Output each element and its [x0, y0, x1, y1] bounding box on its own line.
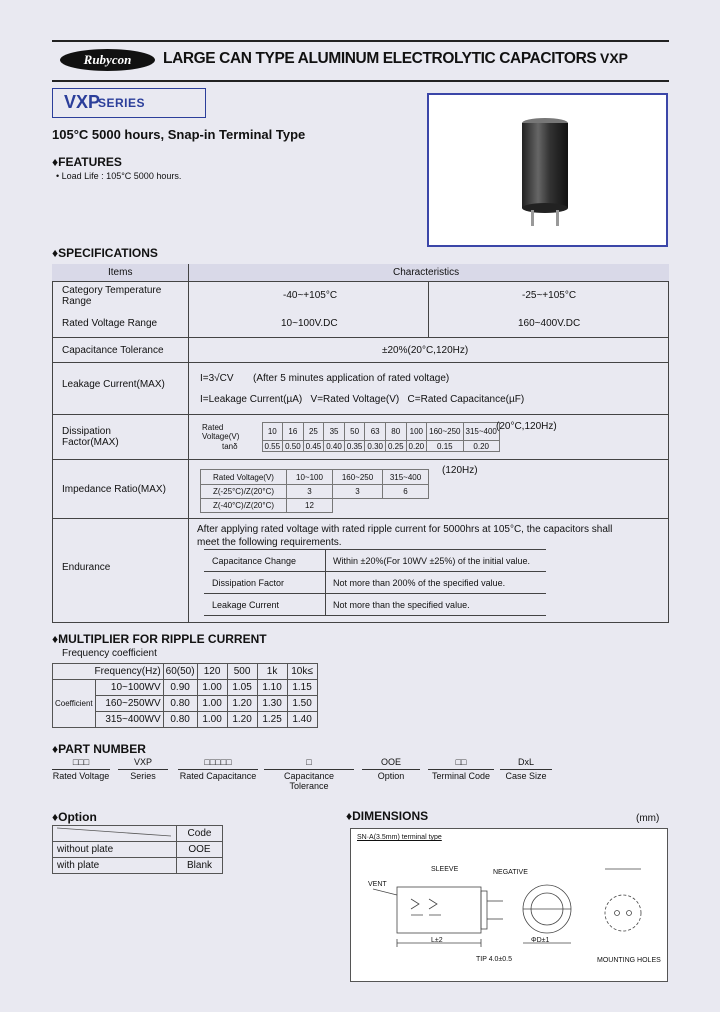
- diameter-label: ΦD±1: [531, 937, 550, 944]
- coef-value: 1.00: [197, 680, 227, 696]
- pn-code: □□□: [72, 757, 90, 767]
- dissipation-voltage: 35: [324, 423, 345, 441]
- coef-value: 1.10: [257, 680, 287, 696]
- option-code: OOE: [177, 842, 223, 858]
- freq-value: 120: [197, 664, 227, 680]
- dissipation-voltage: 160~250: [427, 423, 463, 441]
- dissipation-row2-head: tanδ: [222, 441, 238, 451]
- product-photo: [427, 93, 668, 247]
- dissipation-voltage: 315~400: [463, 423, 499, 441]
- sleeve-label: SLEEVE: [431, 866, 459, 873]
- dissipation-voltage: 25: [303, 423, 324, 441]
- divider: [204, 571, 546, 572]
- multiplier-table: [52, 663, 318, 728]
- pn-underline: [118, 769, 168, 770]
- endurance-row-name: Leakage Current: [212, 600, 280, 610]
- divider: [204, 593, 546, 594]
- length-label: L±2: [431, 937, 443, 944]
- subtitle: 105°C 5000 hours, Snap-in Terminal Type: [52, 127, 306, 142]
- pn-underline: [362, 769, 420, 770]
- dissipation-value: 0.20: [406, 441, 427, 452]
- divider: [204, 549, 546, 550]
- pn-underline: [178, 769, 258, 770]
- pn-code: OOE: [380, 757, 401, 767]
- endurance-row-value: Not more than the specified value.: [333, 600, 470, 610]
- dissipation-value: 0.30: [365, 441, 386, 452]
- pn-code: □□: [455, 757, 467, 767]
- endurance-row-name: Capacitance Change: [212, 556, 297, 566]
- divider: [188, 264, 189, 623]
- negative-mark-label: NEGATIVE: [493, 869, 528, 876]
- feature-item: • Load Life : 105°C 5000 hours.: [56, 171, 182, 181]
- option-code: Blank: [177, 858, 223, 874]
- dissipation-voltage: 50: [344, 423, 365, 441]
- impedance-label: Impedance Ratio(MAX): [62, 484, 166, 495]
- tip-label: TIP 4.0±0.5: [476, 956, 513, 963]
- coef-value: 1.05: [227, 680, 257, 696]
- impedance-value: 3: [333, 485, 383, 499]
- freq-value: 10k≤: [287, 664, 317, 680]
- multiplier-sub: Frequency coefficient: [62, 648, 157, 659]
- dissipation-voltage: 63: [365, 423, 386, 441]
- impedance-note: (120Hz): [442, 465, 478, 476]
- divider: [52, 459, 669, 460]
- impedance-table: [200, 469, 429, 513]
- spec-header-row: [52, 264, 669, 282]
- col-characteristics: Characteristics: [393, 267, 460, 278]
- dissipation-voltage: 16: [283, 423, 304, 441]
- multiplier-heading: ♦MULTIPLIER FOR RIPPLE CURRENT: [52, 632, 267, 646]
- dissipation-value: 0.20: [463, 441, 499, 452]
- wv-label: 315~400WV: [95, 712, 163, 728]
- leakage-note: (After 5 minutes application of rated voltage): [253, 373, 450, 384]
- leakage-formula: I=3√CV: [200, 373, 234, 384]
- impedance-head: Rated Voltage(V): [201, 470, 287, 485]
- divider: [52, 362, 669, 363]
- terminal-type-label: SN·A(3.5mm) terminal type: [357, 834, 442, 841]
- dissipation-table: [200, 422, 500, 452]
- col-items: Items: [108, 267, 133, 278]
- impedance-value: [333, 499, 383, 513]
- divider: [52, 414, 669, 415]
- freq-value: 500: [227, 664, 257, 680]
- endurance-row-value: Within ±20%(For 10WV ±25%) of the initial value.: [333, 556, 530, 566]
- freq-value: 60(50): [163, 664, 197, 680]
- coef-value: 1.20: [227, 712, 257, 728]
- option-name: with plate: [53, 858, 177, 874]
- impedance-col: 315~400: [383, 470, 429, 485]
- vent-label: VENT: [368, 881, 387, 888]
- dissipation-value: 0.55: [262, 441, 283, 452]
- divider: [204, 615, 546, 616]
- pn-code: □□□□□: [204, 757, 232, 767]
- category-temp-label: Category Temperature Range: [62, 285, 162, 307]
- coef-value: 0.80: [163, 696, 197, 712]
- endurance-row-name: Dissipation Factor: [212, 578, 285, 588]
- dissipation-value: 0.25: [385, 441, 406, 452]
- pn-label: Capacitance Tolerance: [283, 771, 335, 791]
- rated-voltage-right: 160~400V.DC: [518, 318, 581, 329]
- divider: [52, 518, 669, 519]
- diagonal-line: [57, 826, 171, 838]
- pn-label: Rated Voltage: [52, 771, 110, 781]
- page-title: LARGE CAN TYPE ALUMINUM ELECTROLYTIC CAPACITORS: [163, 50, 597, 67]
- coef-value: 1.00: [197, 696, 227, 712]
- pn-underline: [500, 769, 552, 770]
- impedance-row1-head: Z(-25°C)/Z(20°C): [201, 485, 287, 499]
- features-heading: ♦FEATURES: [52, 155, 122, 169]
- part-number-heading: ♦PART NUMBER: [52, 742, 146, 756]
- coef-value: 1.30: [257, 696, 287, 712]
- pn-label: Series: [130, 771, 156, 781]
- pn-underline: [52, 769, 110, 770]
- impedance-value: 6: [383, 485, 429, 499]
- dissipation-row1-head: Rated Voltage(V): [202, 422, 240, 441]
- impedance-value: [383, 499, 429, 513]
- dissipation-voltage: 80: [385, 423, 406, 441]
- dimensions-drawing: [350, 828, 668, 982]
- option-table: [52, 825, 223, 874]
- coef-value: 1.20: [227, 696, 257, 712]
- impedance-col: 10~100: [287, 470, 333, 485]
- specifications-heading: ♦SPECIFICATIONS: [52, 246, 158, 260]
- coef-value: 1.00: [197, 712, 227, 728]
- coef-head: Coefficient: [53, 680, 96, 728]
- coef-value: 1.50: [287, 696, 317, 712]
- endurance-row-value: Not more than 200% of the specified value.: [333, 578, 506, 588]
- category-temp-left: -40~+105°C: [283, 290, 338, 301]
- series-name: VXP: [64, 92, 101, 112]
- pn-code: □: [306, 757, 312, 767]
- dissipation-label: Dissipation Factor(MAX): [62, 426, 119, 448]
- pn-underline: [428, 769, 494, 770]
- category-temp-right: -25~+105°C: [522, 290, 577, 301]
- dissipation-value: 0.50: [283, 441, 304, 452]
- mounting-holes-label: MOUNTING HOLES: [597, 957, 661, 964]
- endurance-label: Endurance: [62, 562, 111, 573]
- series-word: SERIES: [98, 96, 146, 110]
- option-heading: ♦Option: [52, 810, 97, 824]
- impedance-value: 12: [287, 499, 333, 513]
- dissipation-value: 0.40: [324, 441, 345, 452]
- coef-value: 1.40: [287, 712, 317, 728]
- freq-value: 1k: [257, 664, 287, 680]
- impedance-row2-head: Z(-40°C)/Z(20°C): [201, 499, 287, 513]
- wv-label: 10~100WV: [95, 680, 163, 696]
- divider: [325, 549, 326, 615]
- pn-code: DxL: [517, 757, 534, 767]
- coef-value: 0.80: [163, 712, 197, 728]
- pn-label: Terminal Code: [431, 771, 491, 781]
- rated-voltage-label: Rated Voltage Range: [62, 318, 158, 329]
- dissipation-value: 0.45: [303, 441, 324, 452]
- pn-label: Option: [377, 771, 405, 781]
- pn-code: VXP: [133, 757, 152, 767]
- option-code-head: Code: [177, 826, 223, 842]
- dissipation-value: 0.15: [427, 441, 463, 452]
- coef-value: 1.25: [257, 712, 287, 728]
- endurance-text1: After applying rated voltage with rated ripple current for 5000hrs at 105°C, the capacitors shall: [197, 524, 613, 535]
- coef-value: 0.90: [163, 680, 197, 696]
- coef-value: 1.15: [287, 680, 317, 696]
- impedance-value: 3: [287, 485, 333, 499]
- divider: [52, 337, 669, 338]
- capacitor-image: [429, 95, 666, 245]
- freq-head: Frequency(Hz): [53, 664, 164, 680]
- cap-tolerance-label: Capacitance Tolerance: [62, 345, 164, 356]
- dissipation-value: 0.35: [344, 441, 365, 452]
- dimension-lines: [351, 829, 667, 981]
- dimensions-heading: ♦DIMENSIONS: [346, 809, 429, 823]
- dissipation-note: (20°C,120Hz): [496, 421, 557, 432]
- dissipation-voltage: 10: [262, 423, 283, 441]
- series-code: VXP: [600, 50, 629, 66]
- pn-label: Rated Capacitance: [179, 771, 257, 781]
- option-corner: [53, 826, 177, 842]
- rubycon-logo: Rubycon: [60, 49, 155, 71]
- pn-underline: [264, 769, 354, 770]
- dissipation-voltage: 100: [406, 423, 427, 441]
- impedance-col: 160~250: [333, 470, 383, 485]
- divider: [428, 282, 429, 337]
- option-name: without plate: [53, 842, 177, 858]
- leakage-legend: I=Leakage Current(µA) V=Rated Voltage(V) C=Rated Capacitance(µF): [200, 394, 525, 405]
- endurance-text2: meet the following requirements.: [197, 537, 342, 548]
- cap-tolerance-value: ±20%(20°C,120Hz): [382, 345, 469, 356]
- pn-label: Case Size: [505, 771, 547, 781]
- wv-label: 160~250WV: [95, 696, 163, 712]
- rated-voltage-left: 10~100V.DC: [281, 318, 338, 329]
- dimensions-unit: (mm): [636, 813, 660, 824]
- leakage-label: Leakage Current(MAX): [62, 379, 165, 390]
